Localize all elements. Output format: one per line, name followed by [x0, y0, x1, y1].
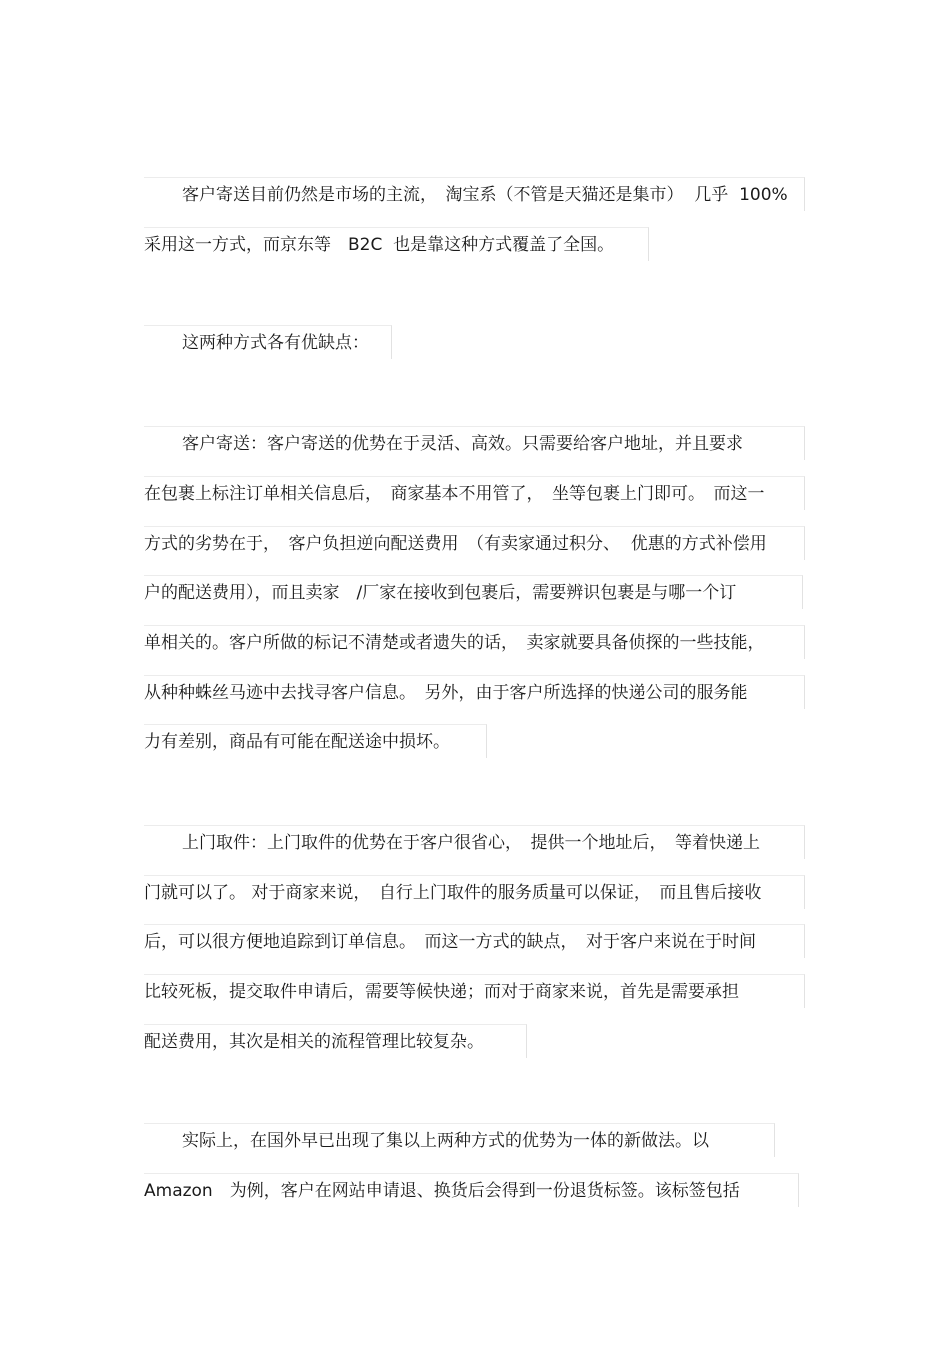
text-line: 配送费用，其次是相关的流程管理比较复杂。: [144, 1024, 527, 1058]
text-line: 客户寄送目前仍然是市场的主流， 淘宝系（不管是天猫还是集市） 几乎 100%: [144, 177, 805, 211]
text-line: 单相关的。客户所做的标记不清楚或者遗失的话， 卖家就要具备侦探的一些技能，: [144, 625, 805, 659]
text-line: 在包裹上标注订单相关信息后， 商家基本不用管了， 坐等包裹上门即可。 而这一: [144, 476, 805, 510]
text-line: 户的配送费用），而且卖家 /厂家在接收到包裹后，需要辨识包裹是与哪一个订: [144, 575, 803, 609]
text-line: 后，可以很方便地追踪到订单信息。 而这一方式的缺点， 对于客户来说在于时间: [144, 924, 805, 958]
text-line: 门就可以了。 对于商家来说， 自行上门取件的服务质量可以保证， 而且售后接收: [144, 875, 805, 909]
text-line: 上门取件：上门取件的优势在于客户很省心， 提供一个地址后， 等着快递上: [144, 825, 805, 859]
text-line: 采用这一方式，而京东等 B2C 也是靠这种方式覆盖了全国。: [144, 227, 649, 261]
text-line: 从种种蛛丝马迹中去找寻客户信息。 另外，由于客户所选择的快递公司的服务能: [144, 675, 805, 709]
text-line: 方式的劣势在于， 客户负担逆向配送费用 （有卖家通过积分、 优惠的方式补偿用: [144, 526, 805, 560]
text-line: 力有差别，商品有可能在配送途中损坏。: [144, 724, 487, 758]
text-line: Amazon 为例，客户在网站申请退、换货后会得到一份退货标签。该标签包括: [144, 1173, 799, 1207]
text-line: 实际上，在国外早已出现了集以上两种方式的优势为一体的新做法。以: [144, 1123, 775, 1157]
text-line: 这两种方式各有优缺点：: [144, 325, 392, 359]
text-line: 比较死板，提交取件申请后，需要等候快递；而对于商家来说，首先是需要承担: [144, 974, 805, 1008]
text-line: 客户寄送：客户寄送的优势在于灵活、高效。只需要给客户地址，并且要求: [144, 426, 805, 460]
